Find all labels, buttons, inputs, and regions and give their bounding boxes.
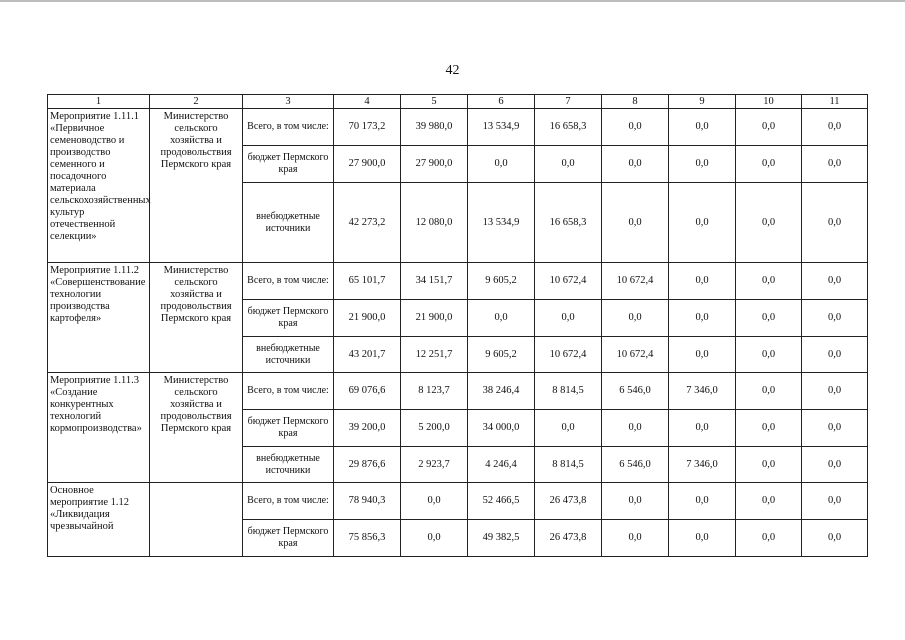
amount-cell: 8 814,5: [535, 373, 602, 410]
amount-cell: 10 672,4: [602, 263, 669, 300]
amount-cell: 5 200,0: [401, 410, 468, 447]
amount-cell: 9 605,2: [468, 337, 535, 373]
amount-cell: 0,0: [802, 337, 868, 373]
amount-cell: 0,0: [669, 410, 736, 447]
page-number: 42: [445, 63, 460, 78]
amount-cell: 0,0: [468, 300, 535, 337]
funding-source: бюджет Пермского края: [243, 300, 334, 337]
amount-cell: 16 658,3: [535, 183, 602, 263]
amount-cell: 69 076,6: [334, 373, 401, 410]
amount-cell: 6 546,0: [602, 373, 669, 410]
amount-cell: 10 672,4: [602, 337, 669, 373]
amount-cell: 10 672,4: [535, 337, 602, 373]
amount-cell: 0,0: [669, 520, 736, 557]
amount-cell: 4 246,4: [468, 447, 535, 483]
amount-cell: 7 346,0: [669, 373, 736, 410]
amount-cell: 2 923,7: [401, 447, 468, 483]
amount-cell: 0,0: [602, 146, 669, 183]
funding-source: внебюджетные источники: [243, 183, 334, 263]
amount-cell: 39 200,0: [334, 410, 401, 447]
amount-cell: 0,0: [669, 183, 736, 263]
amount-cell: 0,0: [802, 483, 868, 520]
amount-cell: 0,0: [802, 410, 868, 447]
budget-table: [47, 94, 868, 557]
col-header-6: 6: [468, 95, 535, 109]
amount-cell: 0,0: [669, 483, 736, 520]
amount-cell: 8 814,5: [535, 447, 602, 483]
amount-cell: 0,0: [736, 447, 802, 483]
amount-cell: 0,0: [802, 447, 868, 483]
activity-description: Основное мероприятие 1.12 «Ликвидация чрезвычайной: [48, 483, 150, 557]
col-header-11: 11: [802, 95, 868, 109]
amount-cell: 0,0: [736, 373, 802, 410]
amount-cell: 12 251,7: [401, 337, 468, 373]
amount-cell: 0,0: [669, 109, 736, 146]
amount-cell: 0,0: [802, 109, 868, 146]
amount-cell: 0,0: [736, 263, 802, 300]
responsible-executor: Министерство сельского хозяйства и продовольствия Пермского края: [150, 263, 243, 373]
amount-cell: 6 546,0: [602, 447, 669, 483]
amount-cell: 0,0: [802, 263, 868, 300]
responsible-executor: Министерство сельского хозяйства и продовольствия Пермского края: [150, 373, 243, 483]
top-edge-line: [0, 0, 905, 2]
col-header-9: 9: [669, 95, 736, 109]
amount-cell: 16 658,3: [535, 109, 602, 146]
activity-description: Мероприятие 1.11.2 «Совершенствование технологии производства картофеля»: [48, 263, 150, 373]
amount-cell: 27 900,0: [334, 146, 401, 183]
amount-cell: 0,0: [802, 373, 868, 410]
amount-cell: 0,0: [736, 109, 802, 146]
col-header-2: 2: [150, 95, 243, 109]
amount-cell: 0,0: [468, 146, 535, 183]
funding-source: бюджет Пермского края: [243, 520, 334, 557]
amount-cell: 75 856,3: [334, 520, 401, 557]
amount-cell: 43 201,7: [334, 337, 401, 373]
amount-cell: 9 605,2: [468, 263, 535, 300]
col-header-1: 1: [48, 95, 150, 109]
amount-cell: 0,0: [802, 183, 868, 263]
amount-cell: 13 534,9: [468, 183, 535, 263]
amount-cell: 0,0: [669, 300, 736, 337]
amount-cell: 10 672,4: [535, 263, 602, 300]
funding-source: бюджет Пермского края: [243, 410, 334, 447]
funding-source: Всего, в том числе:: [243, 373, 334, 410]
amount-cell: 12 080,0: [401, 183, 468, 263]
amount-cell: 21 900,0: [334, 300, 401, 337]
col-header-10: 10: [736, 95, 802, 109]
header-row: [48, 95, 868, 109]
amount-cell: 0,0: [802, 300, 868, 337]
funding-source: внебюджетные источники: [243, 447, 334, 483]
amount-cell: 26 473,8: [535, 483, 602, 520]
amount-cell: 0,0: [669, 337, 736, 373]
amount-cell: 0,0: [736, 337, 802, 373]
amount-cell: 0,0: [802, 520, 868, 557]
amount-cell: 0,0: [736, 520, 802, 557]
amount-cell: 0,0: [602, 520, 669, 557]
table-body: [48, 95, 868, 557]
amount-cell: 0,0: [535, 410, 602, 447]
table-row: [48, 373, 868, 410]
amount-cell: 7 346,0: [669, 447, 736, 483]
amount-cell: 70 173,2: [334, 109, 401, 146]
amount-cell: 0,0: [602, 410, 669, 447]
table-row: [48, 263, 868, 300]
col-header-4: 4: [334, 95, 401, 109]
amount-cell: 52 466,5: [468, 483, 535, 520]
amount-cell: 65 101,7: [334, 263, 401, 300]
col-header-8: 8: [602, 95, 669, 109]
amount-cell: 8 123,7: [401, 373, 468, 410]
amount-cell: 39 980,0: [401, 109, 468, 146]
amount-cell: 13 534,9: [468, 109, 535, 146]
amount-cell: 0,0: [802, 146, 868, 183]
amount-cell: 49 382,5: [468, 520, 535, 557]
col-header-7: 7: [535, 95, 602, 109]
funding-source: внебюджетные источники: [243, 337, 334, 373]
funding-source: бюджет Пермского края: [243, 146, 334, 183]
amount-cell: 27 900,0: [401, 146, 468, 183]
amount-cell: 0,0: [602, 300, 669, 337]
table-row: [48, 109, 868, 146]
amount-cell: 0,0: [602, 483, 669, 520]
amount-cell: 0,0: [602, 183, 669, 263]
amount-cell: 0,0: [535, 300, 602, 337]
amount-cell: 38 246,4: [468, 373, 535, 410]
col-header-3: 3: [243, 95, 334, 109]
amount-cell: 0,0: [535, 146, 602, 183]
amount-cell: 0,0: [736, 183, 802, 263]
responsible-executor: Министерство сельского хозяйства и продовольствия Пермского края: [150, 109, 243, 263]
amount-cell: 0,0: [401, 483, 468, 520]
amount-cell: 0,0: [736, 410, 802, 447]
amount-cell: 0,0: [669, 146, 736, 183]
activity-description: Мероприятие 1.11.1 «Первичное семеноводство и производство семенного и посадочного материала сельскохозяйственных культур отечественной селекции»: [48, 109, 150, 263]
amount-cell: 26 473,8: [535, 520, 602, 557]
responsible-executor: [150, 483, 243, 557]
amount-cell: 0,0: [401, 520, 468, 557]
table-row: [48, 483, 868, 520]
col-header-5: 5: [401, 95, 468, 109]
funding-source: Всего, в том числе:: [243, 109, 334, 146]
funding-source: Всего, в том числе:: [243, 483, 334, 520]
amount-cell: 0,0: [736, 146, 802, 183]
amount-cell: 0,0: [669, 263, 736, 300]
amount-cell: 21 900,0: [401, 300, 468, 337]
activity-description: Мероприятие 1.11.3 «Создание конкурентных технологий кормопроизводства»: [48, 373, 150, 483]
amount-cell: 29 876,6: [334, 447, 401, 483]
amount-cell: 42 273,2: [334, 183, 401, 263]
amount-cell: 0,0: [736, 300, 802, 337]
amount-cell: 34 151,7: [401, 263, 468, 300]
amount-cell: 78 940,3: [334, 483, 401, 520]
amount-cell: 34 000,0: [468, 410, 535, 447]
amount-cell: 0,0: [602, 109, 669, 146]
funding-source: Всего, в том числе:: [243, 263, 334, 300]
amount-cell: 0,0: [736, 483, 802, 520]
